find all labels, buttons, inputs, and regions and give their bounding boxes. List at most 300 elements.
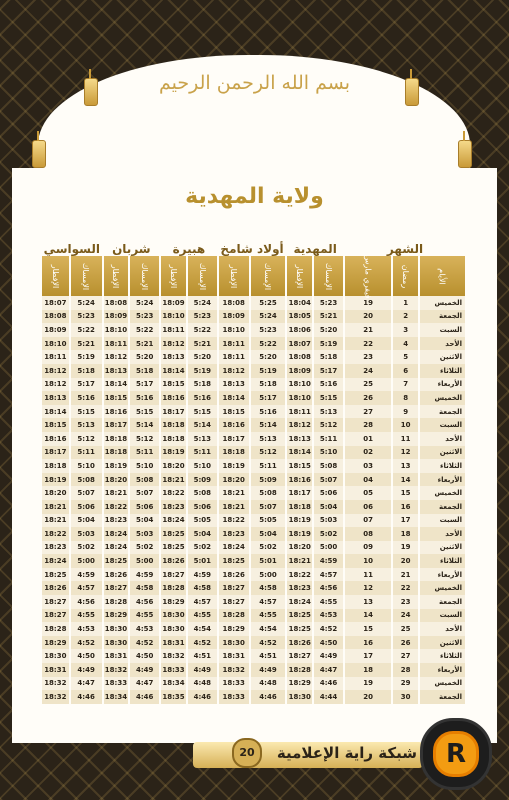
iftar-cell: 18:28 xyxy=(287,663,312,677)
lantern-icon xyxy=(458,140,472,168)
imsak-cell: 5:02 xyxy=(251,541,286,555)
iftar-cell: 18:20 xyxy=(161,459,186,473)
iftar-column-header: الإفطار xyxy=(219,256,249,296)
iftar-cell: 18:24 xyxy=(161,514,186,528)
iftar-cell: 18:27 xyxy=(287,649,312,663)
iftar-cell: 18:30 xyxy=(219,636,249,650)
imsak-cell: 5:21 xyxy=(314,310,343,324)
imsak-cell: 5:15 xyxy=(130,405,159,419)
iftar-cell: 18:16 xyxy=(161,391,186,405)
ramadan-cell: 13 xyxy=(393,459,418,473)
gregorian-cell: 28 xyxy=(345,418,391,432)
imsak-cell: 5:07 xyxy=(130,486,159,500)
iftar-cell: 18:21 xyxy=(219,500,249,514)
gregorian-cell: 25 xyxy=(345,378,391,392)
imsak-cell: 5:01 xyxy=(188,554,217,568)
iftar-cell: 18:23 xyxy=(104,514,129,528)
imsak-cell: 5:23 xyxy=(188,310,217,324)
iftar-cell: 18:30 xyxy=(104,636,129,650)
iftar-cell: 18:23 xyxy=(161,500,186,514)
table-row xyxy=(42,432,465,446)
day-cell: الجمعة xyxy=(420,690,465,704)
gregorian-cell: 19 xyxy=(345,296,391,310)
iftar-cell: 18:16 xyxy=(219,418,249,432)
imsak-cell: 5:24 xyxy=(130,296,159,310)
day-cell: الأربعاء xyxy=(420,378,465,392)
imsak-cell: 5:19 xyxy=(314,337,343,351)
imsak-cell: 5:21 xyxy=(71,337,102,351)
day-cell: السبت xyxy=(420,323,465,337)
iftar-cell: 18:11 xyxy=(219,337,249,351)
imsak-cell: 5:10 xyxy=(130,459,159,473)
iftar-cell: 18:25 xyxy=(161,541,186,555)
gregorian-cell: 20 xyxy=(345,690,391,704)
iftar-cell: 18:10 xyxy=(104,323,129,337)
iftar-cell: 18:10 xyxy=(161,310,186,324)
gregorian-cell: 15 xyxy=(345,622,391,636)
imsak-cell: 5:10 xyxy=(188,459,217,473)
ramadan-cell: 10 xyxy=(393,418,418,432)
table-row xyxy=(42,554,465,568)
imsak-cell: 4:46 xyxy=(130,690,159,704)
imsak-cell: 4:55 xyxy=(71,609,102,623)
iftar-cell: 18:10 xyxy=(42,337,69,351)
imsak-column-header: الإمساك xyxy=(251,256,286,296)
gregorian-column-header: فيفري مارس xyxy=(345,256,391,296)
imsak-cell: 5:07 xyxy=(71,486,102,500)
imsak-cell: 5:06 xyxy=(314,486,343,500)
imsak-cell: 5:21 xyxy=(130,337,159,351)
ramadan-cell: 4 xyxy=(393,337,418,351)
imsak-cell: 5:03 xyxy=(314,514,343,528)
ramadan-cell: 29 xyxy=(393,677,418,691)
iftar-cell: 18:11 xyxy=(219,350,249,364)
day-cell: الأربعاء xyxy=(420,473,465,487)
iftar-cell: 18:09 xyxy=(161,296,186,310)
table-row xyxy=(42,378,465,392)
imsak-cell: 4:52 xyxy=(314,622,343,636)
imsak-cell: 4:49 xyxy=(251,663,286,677)
imsak-cell: 5:02 xyxy=(130,541,159,555)
imsak-cell: 5:18 xyxy=(130,364,159,378)
table-row xyxy=(42,663,465,677)
imsak-cell: 5:00 xyxy=(251,568,286,582)
imsak-cell: 4:49 xyxy=(71,663,102,677)
iftar-cell: 18:22 xyxy=(104,500,129,514)
gregorian-cell: 19 xyxy=(345,677,391,691)
imsak-cell: 4:58 xyxy=(130,581,159,595)
imsak-cell: 4:51 xyxy=(188,649,217,663)
imsak-cell: 5:00 xyxy=(130,554,159,568)
iftar-cell: 18:25 xyxy=(219,554,249,568)
iftar-cell: 18:11 xyxy=(104,337,129,351)
table-row xyxy=(42,541,465,555)
day-cell: الخميس xyxy=(420,581,465,595)
iftar-cell: 18:27 xyxy=(161,568,186,582)
iftar-cell: 18:30 xyxy=(104,622,129,636)
iftar-cell: 18:06 xyxy=(287,323,312,337)
imsak-cell: 5:13 xyxy=(251,432,286,446)
table-row xyxy=(42,527,465,541)
imsak-cell: 5:11 xyxy=(71,446,102,460)
gregorian-cell: 26 xyxy=(345,391,391,405)
iftar-cell: 18:17 xyxy=(219,432,249,446)
iftar-cell: 18:16 xyxy=(42,432,69,446)
imsak-cell: 5:14 xyxy=(130,418,159,432)
imsak-cell: 4:49 xyxy=(314,649,343,663)
iftar-cell: 18:29 xyxy=(161,595,186,609)
iftar-cell: 18:21 xyxy=(42,514,69,528)
imsak-cell: 4:46 xyxy=(188,690,217,704)
imsak-cell: 4:53 xyxy=(130,622,159,636)
imsak-cell: 5:16 xyxy=(314,378,343,392)
iftar-cell: 18:30 xyxy=(287,690,312,704)
ramadan-cell: 12 xyxy=(393,446,418,460)
table-row xyxy=(42,581,465,595)
imsak-cell: 4:49 xyxy=(188,663,217,677)
iftar-cell: 18:29 xyxy=(287,677,312,691)
imsak-cell: 5:23 xyxy=(130,310,159,324)
day-cell: السبت xyxy=(420,609,465,623)
ramadan-cell: 14 xyxy=(393,473,418,487)
imsak-cell: 5:14 xyxy=(251,418,286,432)
imsak-cell: 5:11 xyxy=(130,446,159,460)
imsak-cell: 5:07 xyxy=(314,473,343,487)
iftar-cell: 18:32 xyxy=(42,677,69,691)
gregorian-cell: 27 xyxy=(345,405,391,419)
iftar-cell: 18:12 xyxy=(219,364,249,378)
day-cell: الأربعاء xyxy=(420,568,465,582)
iftar-cell: 18:09 xyxy=(287,364,312,378)
iftar-cell: 18:27 xyxy=(104,581,129,595)
imsak-column-header: الإمساك xyxy=(130,256,159,296)
imsak-cell: 5:08 xyxy=(71,473,102,487)
imsak-cell: 4:52 xyxy=(71,636,102,650)
iftar-cell: 18:15 xyxy=(104,391,129,405)
iftar-cell: 18:19 xyxy=(161,446,186,460)
imsak-cell: 4:59 xyxy=(130,568,159,582)
iftar-cell: 18:11 xyxy=(42,350,69,364)
day-cell: الجمعة xyxy=(420,310,465,324)
imsak-cell: 4:50 xyxy=(314,636,343,650)
imsak-cell: 4:56 xyxy=(71,595,102,609)
gregorian-cell: 02 xyxy=(345,446,391,460)
day-cell: الخميس xyxy=(420,677,465,691)
ramadan-cell: 21 xyxy=(393,568,418,582)
imsak-cell: 4:48 xyxy=(251,677,286,691)
iftar-cell: 18:13 xyxy=(42,391,69,405)
iftar-cell: 18:11 xyxy=(287,405,312,419)
iftar-cell: 18:16 xyxy=(104,405,129,419)
imsak-cell: 5:23 xyxy=(251,323,286,337)
imsak-cell: 5:10 xyxy=(71,459,102,473)
table-row xyxy=(42,310,465,324)
imsak-cell: 4:47 xyxy=(314,663,343,677)
iftar-cell: 18:35 xyxy=(161,690,186,704)
table-row xyxy=(42,690,465,704)
iftar-cell: 18:29 xyxy=(219,622,249,636)
table-row xyxy=(42,677,465,691)
iftar-cell: 18:28 xyxy=(219,609,249,623)
imsak-cell: 5:07 xyxy=(251,500,286,514)
imsak-cell: 4:46 xyxy=(251,690,286,704)
imsak-cell: 5:22 xyxy=(71,323,102,337)
iftar-cell: 18:09 xyxy=(42,323,69,337)
ramadan-cell: 24 xyxy=(393,609,418,623)
iftar-cell: 18:24 xyxy=(219,541,249,555)
brand-logo xyxy=(420,718,492,790)
imsak-cell: 5:16 xyxy=(130,391,159,405)
gregorian-cell: 20 xyxy=(345,310,391,324)
iftar-cell: 18:08 xyxy=(42,310,69,324)
imsak-cell: 4:55 xyxy=(251,609,286,623)
imsak-cell: 4:52 xyxy=(188,636,217,650)
iftar-cell: 18:04 xyxy=(287,296,312,310)
iftar-cell: 18:18 xyxy=(161,432,186,446)
gregorian-cell: 24 xyxy=(345,364,391,378)
iftar-cell: 18:30 xyxy=(42,649,69,663)
iftar-cell: 18:28 xyxy=(161,581,186,595)
imsak-cell: 4:57 xyxy=(71,581,102,595)
imsak-cell: 5:16 xyxy=(251,405,286,419)
imsak-cell: 5:20 xyxy=(188,350,217,364)
day-cell: الثلاثاء xyxy=(420,649,465,663)
table-row xyxy=(42,500,465,514)
iftar-column-header: الإفطار xyxy=(104,256,129,296)
gregorian-cell: 05 xyxy=(345,486,391,500)
iftar-cell: 18:10 xyxy=(287,391,312,405)
iftar-cell: 18:27 xyxy=(219,581,249,595)
ramadan-cell: 17 xyxy=(393,514,418,528)
iftar-cell: 18:12 xyxy=(42,378,69,392)
imsak-cell: 5:06 xyxy=(130,500,159,514)
iftar-cell: 18:33 xyxy=(219,690,249,704)
city-header: المهدية xyxy=(293,242,337,256)
gregorian-cell: 10 xyxy=(345,554,391,568)
bismillah: بسم الله الرحمن الرحيم xyxy=(159,72,350,94)
iftar-cell: 18:19 xyxy=(104,459,129,473)
iftar-cell: 18:18 xyxy=(287,500,312,514)
gregorian-cell: 04 xyxy=(345,473,391,487)
imsak-cell: 5:12 xyxy=(314,418,343,432)
imsak-cell: 4:56 xyxy=(314,581,343,595)
iftar-cell: 18:07 xyxy=(287,337,312,351)
ramadan-cell: 15 xyxy=(393,486,418,500)
iftar-cell: 18:10 xyxy=(219,323,249,337)
iftar-cell: 18:25 xyxy=(104,554,129,568)
table-row xyxy=(42,609,465,623)
day-cell: الخميس xyxy=(420,296,465,310)
day-cell: الثلاثاء xyxy=(420,364,465,378)
table-row xyxy=(42,446,465,460)
iftar-cell: 18:27 xyxy=(42,609,69,623)
day-cell: الجمعة xyxy=(420,500,465,514)
imsak-cell: 4:58 xyxy=(251,581,286,595)
iftar-cell: 18:14 xyxy=(219,391,249,405)
iftar-cell: 18:12 xyxy=(42,364,69,378)
ramadan-cell: 5 xyxy=(393,350,418,364)
imsak-cell: 5:02 xyxy=(71,541,102,555)
table-row xyxy=(42,296,465,310)
iftar-cell: 18:20 xyxy=(42,486,69,500)
day-cell: الأحد xyxy=(420,622,465,636)
ramadan-cell: 30 xyxy=(393,690,418,704)
iftar-cell: 18:33 xyxy=(104,677,129,691)
day-cell: الاثنين xyxy=(420,636,465,650)
iftar-cell: 18:12 xyxy=(287,418,312,432)
day-cell: الخميس xyxy=(420,486,465,500)
city-header: أولاد شامخ xyxy=(220,242,284,256)
imsak-cell: 5:04 xyxy=(130,514,159,528)
iftar-cell: 18:29 xyxy=(104,609,129,623)
iftar-cell: 18:31 xyxy=(219,649,249,663)
imsak-cell: 5:20 xyxy=(130,350,159,364)
day-cell: الاثنين xyxy=(420,446,465,460)
iftar-cell: 18:23 xyxy=(287,581,312,595)
iftar-cell: 18:10 xyxy=(287,378,312,392)
ramadan-cell: 8 xyxy=(393,391,418,405)
gregorian-cell: 03 xyxy=(345,459,391,473)
ramadan-cell: 22 xyxy=(393,581,418,595)
iftar-cell: 18:08 xyxy=(287,350,312,364)
imsak-cell: 5:25 xyxy=(251,296,286,310)
iftar-cell: 18:13 xyxy=(104,364,129,378)
iftar-cell: 18:26 xyxy=(219,568,249,582)
imsak-cell: 5:20 xyxy=(251,350,286,364)
iftar-cell: 18:32 xyxy=(219,663,249,677)
month-header: الشهر xyxy=(386,242,424,256)
imsak-cell: 4:58 xyxy=(188,581,217,595)
iftar-cell: 18:09 xyxy=(104,310,129,324)
table-row xyxy=(42,514,465,528)
imsak-cell: 5:18 xyxy=(71,364,102,378)
gregorian-cell: 06 xyxy=(345,500,391,514)
day-cell: الأحد xyxy=(420,432,465,446)
iftar-cell: 18:19 xyxy=(287,527,312,541)
imsak-cell: 5:09 xyxy=(188,473,217,487)
iftar-cell: 18:13 xyxy=(161,350,186,364)
region-title: ولاية المهدية xyxy=(185,184,324,209)
table-row xyxy=(42,337,465,351)
iftar-cell: 18:09 xyxy=(219,310,249,324)
iftar-cell: 18:16 xyxy=(287,473,312,487)
table-row xyxy=(42,486,465,500)
ramadan-cell: 19 xyxy=(393,541,418,555)
imsak-cell: 4:57 xyxy=(188,595,217,609)
iftar-cell: 18:19 xyxy=(219,459,249,473)
imsak-cell: 5:19 xyxy=(251,364,286,378)
ramadan-cell: 7 xyxy=(393,378,418,392)
imsak-cell: 4:53 xyxy=(71,622,102,636)
imsak-cell: 4:47 xyxy=(130,677,159,691)
iftar-cell: 18:23 xyxy=(219,527,249,541)
imsak-cell: 4:52 xyxy=(251,636,286,650)
iftar-cell: 18:19 xyxy=(42,473,69,487)
imsak-cell: 5:10 xyxy=(314,446,343,460)
imsak-cell: 4:57 xyxy=(314,568,343,582)
iftar-cell: 18:17 xyxy=(287,486,312,500)
imsak-cell: 4:47 xyxy=(71,677,102,691)
imsak-cell: 5:04 xyxy=(188,527,217,541)
imsak-cell: 5:05 xyxy=(251,514,286,528)
iftar-cell: 18:24 xyxy=(104,541,129,555)
gregorian-cell: 22 xyxy=(345,337,391,351)
table-row xyxy=(42,649,465,663)
table-row xyxy=(42,323,465,337)
brand-name: شبكة راية الإعلامية xyxy=(276,744,417,762)
day-cell: الثلاثاء xyxy=(420,554,465,568)
iftar-cell: 18:21 xyxy=(42,500,69,514)
days-column-header: الأيام xyxy=(420,256,465,296)
gregorian-cell: 23 xyxy=(345,350,391,364)
imsak-column-header: الإمساك xyxy=(71,256,102,296)
iftar-cell: 18:15 xyxy=(161,378,186,392)
imsak-cell: 5:21 xyxy=(188,337,217,351)
day-cell: الخميس xyxy=(420,391,465,405)
imsak-cell: 4:44 xyxy=(314,690,343,704)
imsak-cell: 5:13 xyxy=(71,418,102,432)
imsak-cell: 4:54 xyxy=(251,622,286,636)
iftar-cell: 18:31 xyxy=(104,649,129,663)
imsak-cell: 4:57 xyxy=(251,595,286,609)
ramadan-cell: 26 xyxy=(393,636,418,650)
imsak-cell: 4:56 xyxy=(130,595,159,609)
table-row xyxy=(42,391,465,405)
imsak-cell: 5:00 xyxy=(71,554,102,568)
day-cell: السبت xyxy=(420,418,465,432)
imsak-cell: 5:00 xyxy=(314,541,343,555)
gregorian-cell: 21 xyxy=(345,323,391,337)
iftar-cell: 18:25 xyxy=(161,527,186,541)
iftar-cell: 18:30 xyxy=(161,622,186,636)
iftar-cell: 18:14 xyxy=(161,364,186,378)
iftar-cell: 18:05 xyxy=(287,310,312,324)
ramadan-cell: 1 xyxy=(393,296,418,310)
iftar-cell: 18:24 xyxy=(104,527,129,541)
table-row xyxy=(42,418,465,432)
table-row xyxy=(42,459,465,473)
table-row xyxy=(42,364,465,378)
iftar-cell: 18:21 xyxy=(219,486,249,500)
imsak-cell: 5:12 xyxy=(251,446,286,460)
imsak-cell: 5:09 xyxy=(251,473,286,487)
imsak-cell: 5:12 xyxy=(130,432,159,446)
imsak-cell: 5:15 xyxy=(314,391,343,405)
day-cell: الاثنين xyxy=(420,350,465,364)
ramadan-cell: 2 xyxy=(393,310,418,324)
iftar-cell: 18:07 xyxy=(42,296,69,310)
iftar-cell: 18:34 xyxy=(104,690,129,704)
ramadan-cell: 18 xyxy=(393,527,418,541)
day-cell: الاثنين xyxy=(420,541,465,555)
iftar-cell: 18:34 xyxy=(161,677,186,691)
imsak-cell: 5:02 xyxy=(314,527,343,541)
iftar-cell: 18:25 xyxy=(287,609,312,623)
day-cell: الأربعاء xyxy=(420,663,465,677)
day-cell: الثلاثاء xyxy=(420,459,465,473)
imsak-cell: 5:17 xyxy=(71,378,102,392)
day-cell: الأحد xyxy=(420,527,465,541)
imsak-cell: 5:20 xyxy=(314,323,343,337)
imsak-cell: 5:08 xyxy=(314,459,343,473)
imsak-cell: 5:24 xyxy=(188,296,217,310)
iftar-cell: 18:19 xyxy=(287,514,312,528)
imsak-cell: 5:11 xyxy=(314,432,343,446)
iftar-cell: 18:14 xyxy=(287,446,312,460)
imsak-cell: 5:13 xyxy=(188,432,217,446)
logo-letter: R xyxy=(433,731,479,777)
imsak-cell: 5:11 xyxy=(251,459,286,473)
